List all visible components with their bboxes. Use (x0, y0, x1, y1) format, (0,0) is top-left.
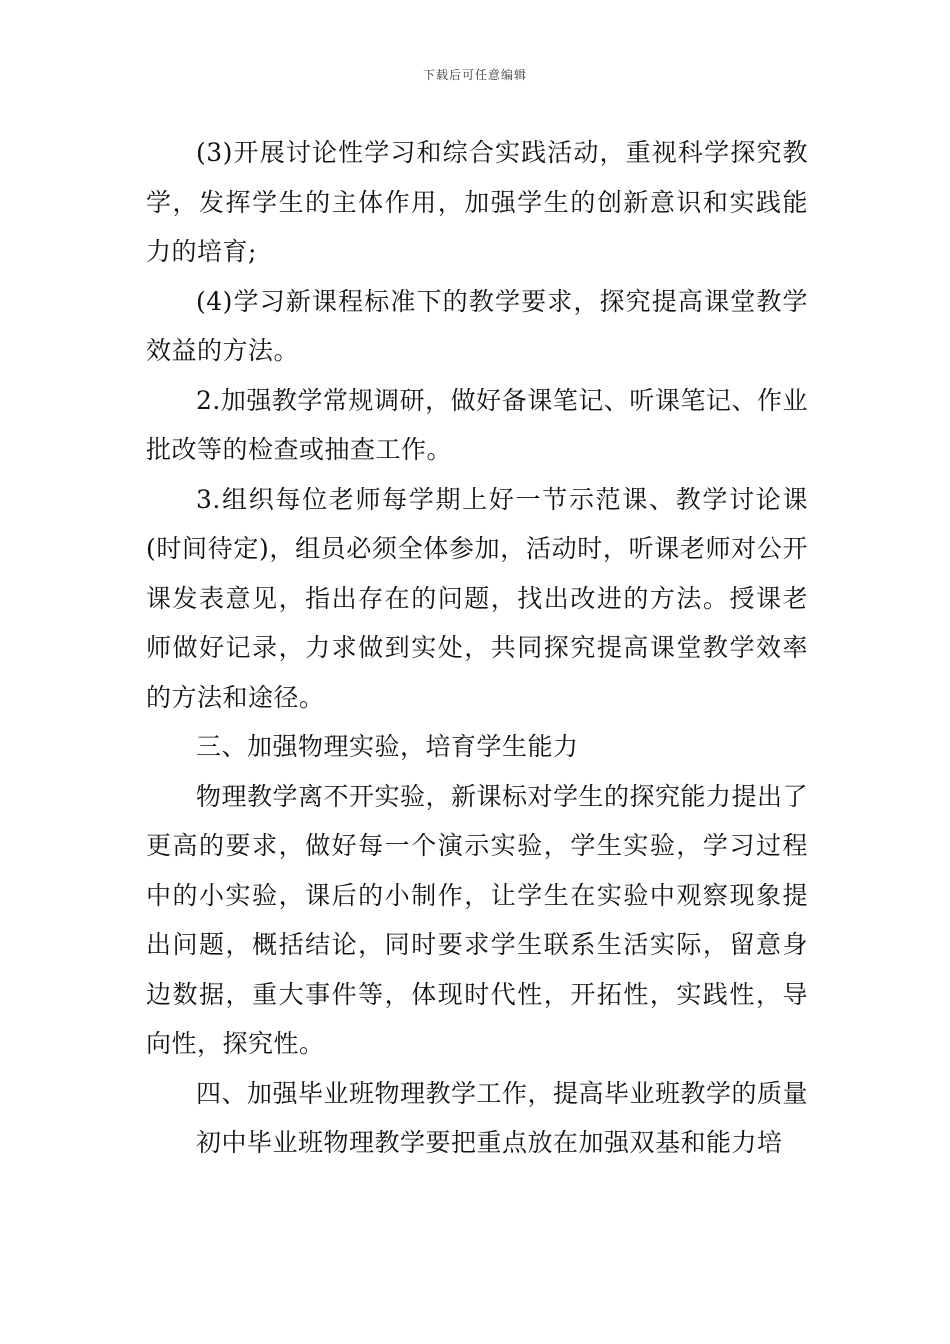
paragraph-graduating-class: 初中毕业班物理教学要把重点放在加强双基和能力培 (196, 1128, 783, 1157)
section-heading-experiments: 三、加强物理实验，培育学生能力 (196, 732, 579, 761)
page-header-note: 下载后可任意编辑 (422, 68, 527, 82)
section-heading-graduating-class: 四、加强毕业班物理教学工作，提高毕业班教学的质量 (196, 1078, 809, 1108)
document-body (146, 128, 808, 1168)
paragraph-item-3-discussion: (3)开展讨论性学习和综合实践活动，重视科学探究教学，发挥学生的主体作用，加强学生的创新意识和实践能力的培育; (146, 138, 808, 266)
paragraph-item-4-standards: (4)学习新课程标准下的教学要求，探究提高课堂教学效益的方法。 (146, 286, 808, 365)
paragraph-demo-lessons: 3.组织每位老师每学期上好一节示范课、教学讨论课(时间待定)，组员必须全体参加，活动时，听课老师对公开课发表意见，指出存在的问题，找出改进的方法。授课老师做好记录，力求做到实处，共同探究提高课堂教学效率的方法和途径。 (146, 484, 808, 712)
paragraph-routine-inspection: 2.加强教学常规调研，做好备课笔记、听课笔记、作业批改等的检查或抽查工作。 (146, 385, 808, 464)
paragraph-experiments: 物理教学离不开实验，新课标对学生的探究能力提出了更高的要求，做好每一个演示实验，学生实验，学习过程中的小实验，课后的小制作，让学生在实验中观察现象提出问题，概括结论，同时要求学生联系生活实际，留意身边数据，重大事件等，体现时代性，开拓性，实践性，导向性，探究性。 (146, 781, 809, 1058)
